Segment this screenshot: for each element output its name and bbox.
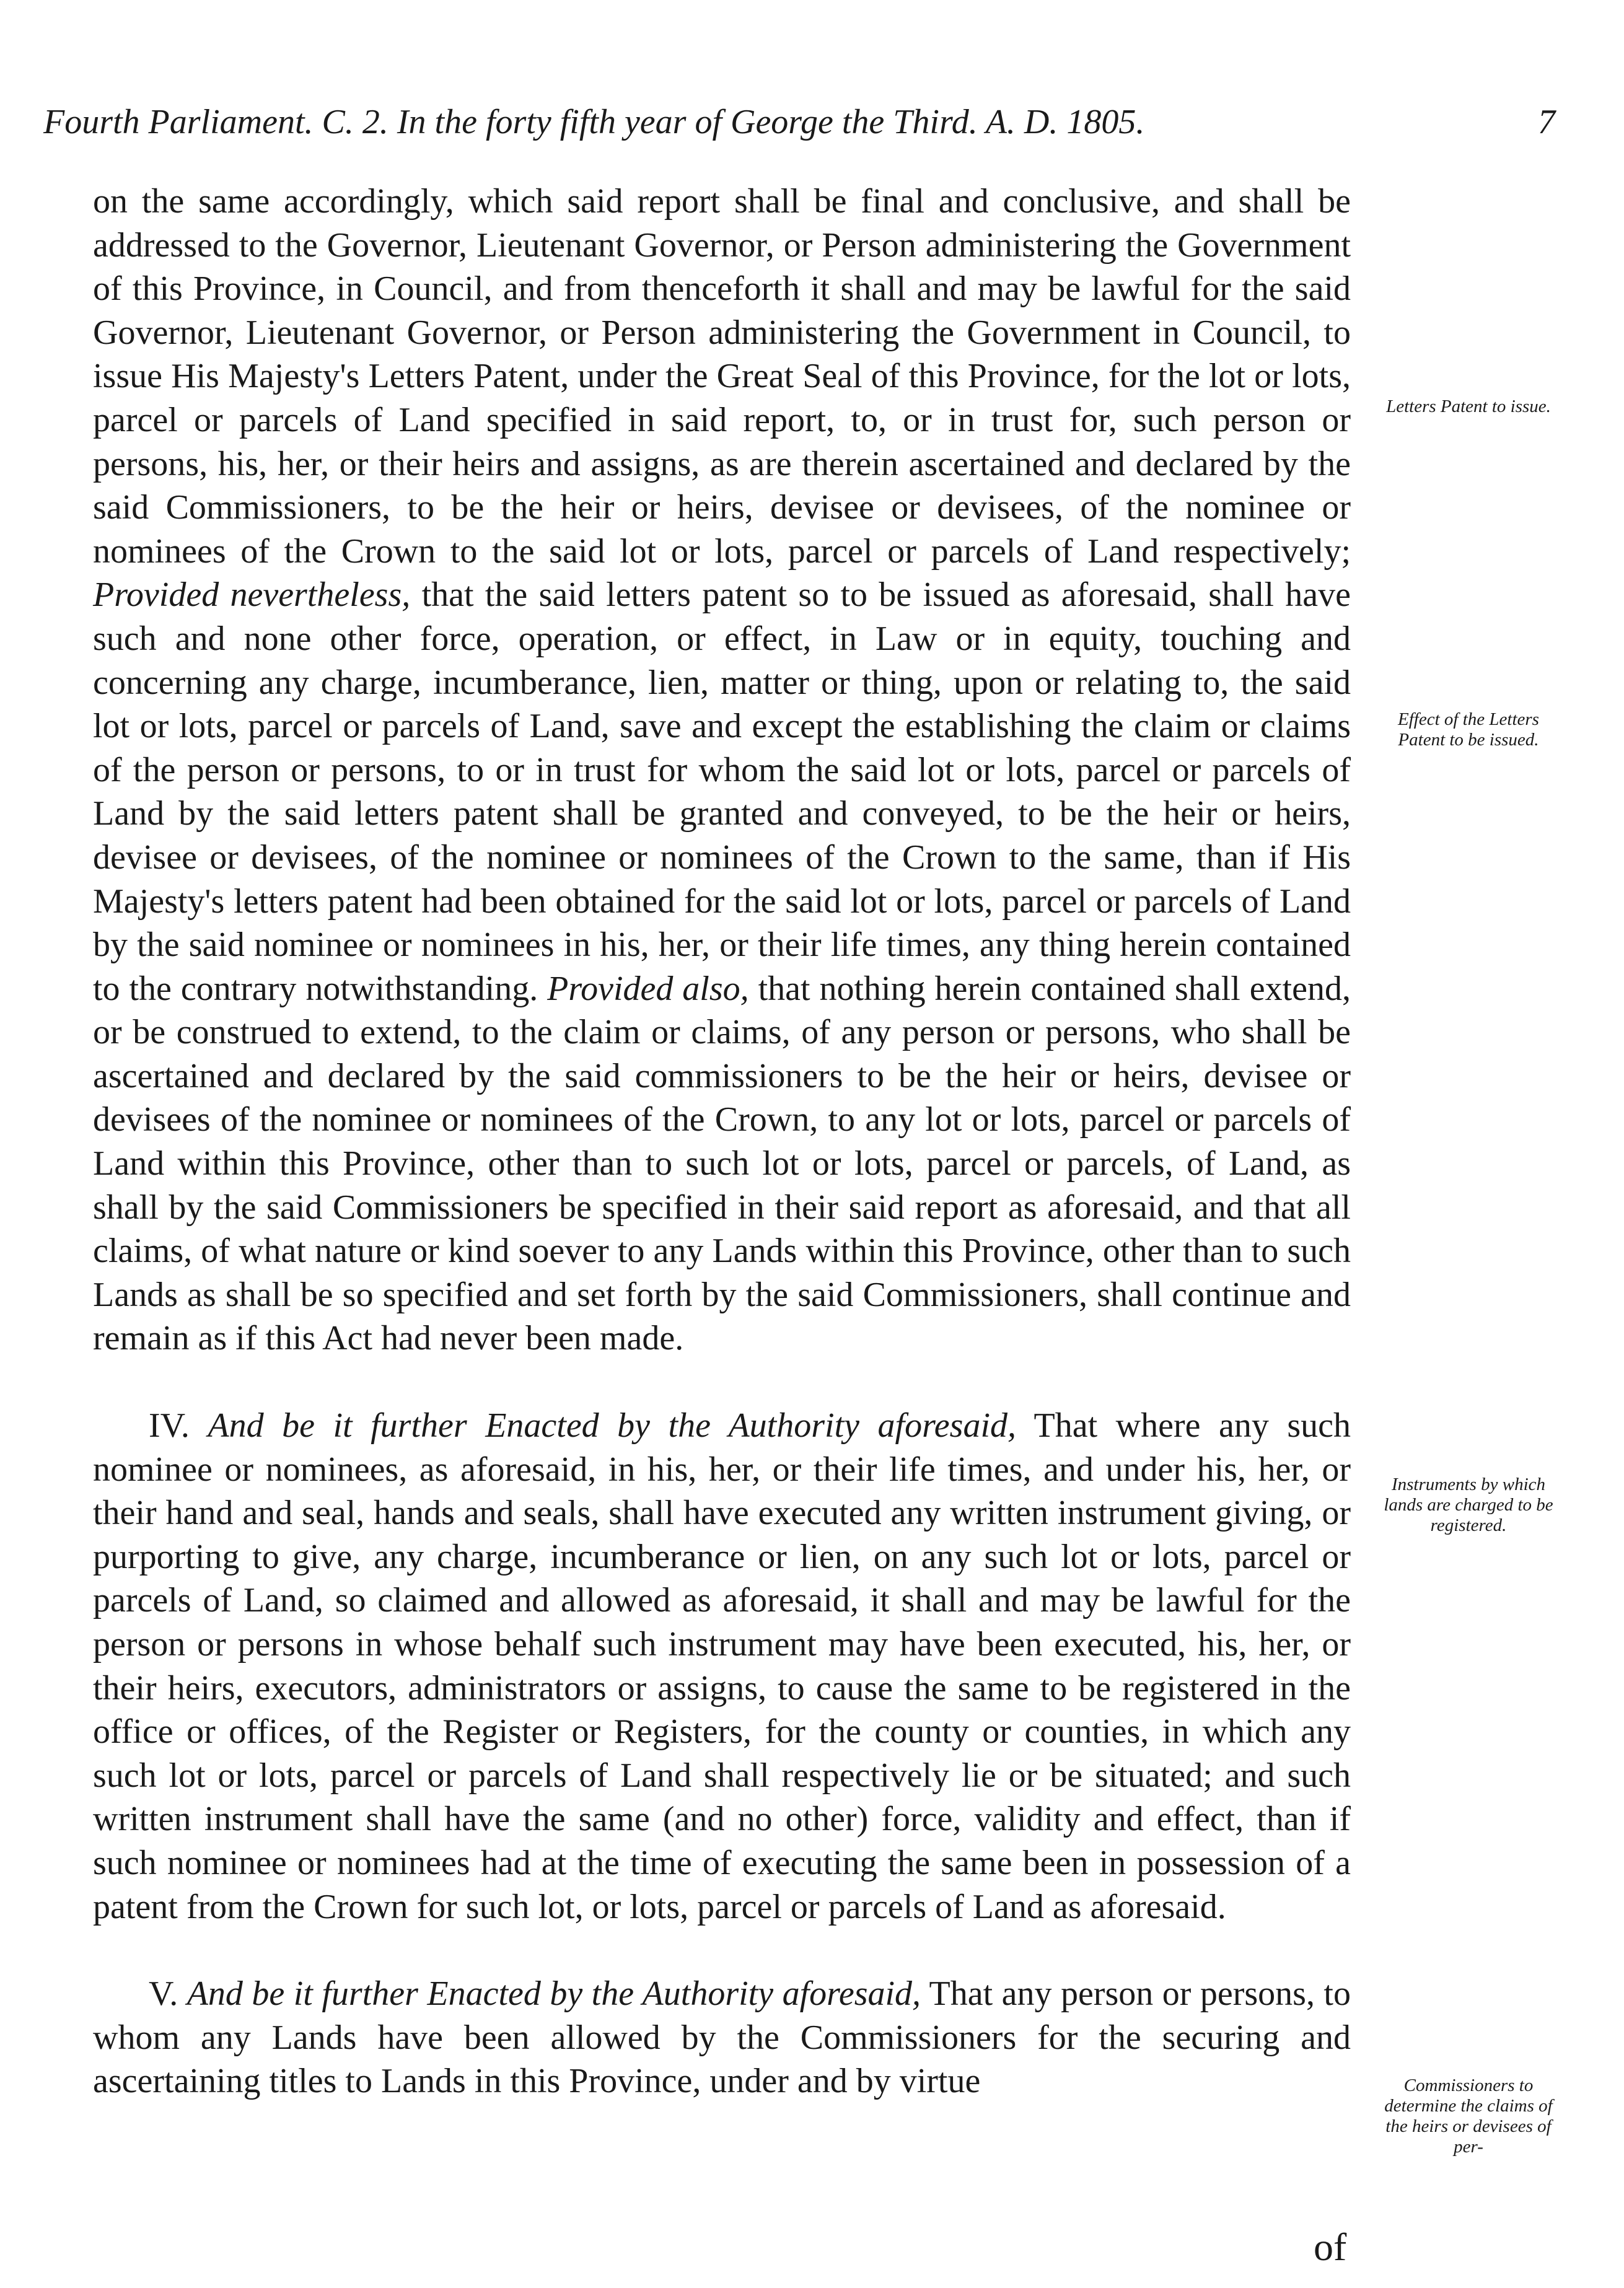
proviso-text: that nothing herein contained shall extend, or be construed to extend, to the claim or claims, of any person or persons, who shall be ascertained and declared by the said commissioners to be the heir or heirs, devisee or devisees of the nominee or nominees of the Crown, to any lot or lots, parcel or parcels of Land within this Province, other than to such lot or lots, parcel or parcels, of Land, as shall by the said Commissioners be specified in their said report as aforesaid, and that all claims, of what nature or kind soever to any Lands within this Province, other than to such Lands as shall be so specified and set forth by the said Commissioners, shall continue and remain as if this Act had never been made.	[93, 969, 1351, 1358]
marginal-note-letters-patent: Letters Patent to issue.	[1386, 397, 1551, 416]
section-iv	[93, 1404, 1351, 1929]
running-header	[43, 102, 1555, 158]
section-text: That where any such nominee or nominees, as aforesaid, in his, her, or their life times, and under his, her, or their hand and seal, hands and seals, shall have executed any written instrument giving, or purporting to give, any charge, incumberance or lien, on any such lot or lots, parcel or parcels of Land, so claimed and allowed as aforesaid, it shall and may be lawful for the person or persons in whose behalf such instrument may have been executed, his, her, or their heirs, executors, administrators or assigns, to cause the same to be registered in the office or offices, of the Register or Registers, for the county or counties, in which any such lot or lots, parcel or parcels of Land shall respectively lie or be situated; and such written instrument shall have the same (and no other) force, validity and effect, than if such nominee or nominees had at the time of executing the same been in possession of a patent from the Crown for such lot, or lots, parcel or parcels of Land as aforesaid.	[93, 1406, 1351, 1926]
main-text	[93, 180, 1351, 2103]
page-number: 7	[1538, 103, 1555, 141]
section-number: V.	[149, 1975, 178, 2014]
paragraph-continuation	[93, 180, 1351, 1361]
proviso-lead: Provided also,	[547, 969, 749, 1008]
section-text: That any person or persons, to whom any Lands have been allowed by the Commissioners for the securing and ascertaining titles to Lands in this Province, under and by virtue	[93, 1975, 1351, 2101]
proviso-lead: Provided nevertheless,	[93, 576, 411, 615]
section-number: IV.	[149, 1406, 190, 1445]
section-lead: And be it further Enacted by the Authority aforesaid,	[187, 1975, 921, 2014]
catchword: of	[1314, 2225, 1347, 2269]
running-head: Fourth Parliament. C. 2. In the forty fifth year of George the Third. A. D. 1805.	[43, 103, 1145, 141]
section-v	[93, 1972, 1351, 2103]
proviso-text: that the said letters patent so to be issued as aforesaid, shall have such and none other force, operation, or effect, in Law or in equity, touching and concerning any charge, incumberance, lien, matter or thing, upon or relating to, the said lot or lots, parcel or parcels of Land, save and except the establishing the claim or claims of the person or persons, to or in trust for whom the said lot or lots, parcel or parcels of Land by the said letters patent shall be granted and conveyed, to be the heir or heirs, devisee or devisees, of the nominee or nominees of the Crown to the same, than if His Majesty's letters patent had been obtained for the said lot or lots, parcel or parcels of Land by the said nominee or nominees in his, her, or their life times, any thing herein contained to the contrary notwithstanding.	[93, 576, 1351, 1008]
marginal-note-commissioners: Commissioners to determine the claims of the heirs or devisees of per-	[1384, 2075, 1553, 2157]
section-lead: And be it further Enacted by the Authority aforesaid,	[208, 1406, 1016, 1445]
marginal-note-instruments: Instruments by which lands are charged to be registered.	[1384, 1475, 1553, 1535]
marginal-note-effect: Effect of the Letters Patent to be issued.	[1398, 709, 1539, 750]
p1-text: on the same accordingly, which said report shall be final and conclusive, and shall be addressed to the Governor, Lieutenant Governor, or Person administering the Government of this Province, in Council, and from thenceforth it shall and may be lawful for the said Governor, Lieutenant Governor, or Person administering the Government in Council, to issue His Majesty's Letters Patent, under the Great Seal of this Province, for the lot or lots, parcel or parcels of Land specified in said report, to, or in trust for, such person or persons, his, her, or their heirs and assigns, as are therein ascertained and declared by the said Commissioners, to be the heir or heirs, devisee or devisees, of the nominee or nominees of the Crown to the said lot or lots, parcel or parcels of Land respectively;	[93, 182, 1351, 571]
